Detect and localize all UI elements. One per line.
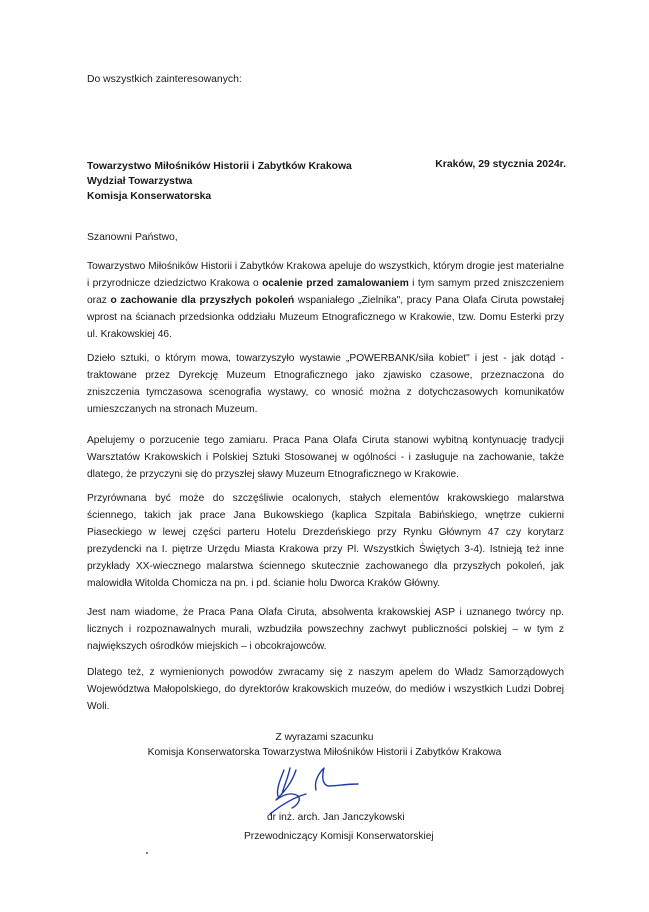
sender-commission: Komisja Konserwatorska	[87, 191, 212, 202]
addressee-line: Do wszystkich zainteresowanych:	[87, 74, 242, 85]
closing-organization: Komisja Konserwatorska Towarzystwa Miłośników Historii i Zabytków Krakowa	[147, 747, 502, 758]
handwritten-signature	[262, 760, 362, 820]
signer-title: Przewodniczący Komisji Konserwatorskiej	[244, 831, 434, 842]
paragraph-appeal	[87, 258, 564, 343]
paragraph-comparison	[87, 490, 564, 592]
signer-name: dr inż. arch. Jan Janczykowski	[267, 812, 405, 823]
sender-block	[87, 159, 352, 204]
salutation: Szanowni Państwo,	[87, 232, 178, 243]
paragraph-reception	[87, 604, 564, 655]
paragraph-text: Przyrównana być może do szczęśliwie ocalonych, stałych elementów krakowskiego malarstwa ściennego, takich jak prace Jana Bukowskiego (kaplica Szpitala Babińskiego, wnętrze cukierni Piaseckiego w lewej części parteru Hotelu Drezdeńskiego przy Rynku Głównym 47 czy korytarz prezydencki na I. piętrze Urzędu Miasta Krakowa przy Pl. Wszystkich Świętych 3-4). Istnieją też inne przykłady XX-wiecznego malarstwa ściennego skutecznie zachowanego dla przyszłych pokoleń, jak malowidła Witolda Chomicza na pn. i pd. ścianie holu Dworca Kraków Główny.	[87, 493, 564, 589]
closing-regards: Z wyrazami szacunku	[275, 732, 374, 743]
paper-speck	[146, 852, 148, 854]
paragraph-addressees	[87, 664, 564, 715]
paragraph-text: Towarzystwo Miłośników Historii i Zabytków Krakowa apeluje do wszystkich, którym drogie jest materialne i przyrodnicze dziedzictwo Krakowa o	[87, 261, 564, 289]
paragraph-request	[87, 432, 564, 483]
paragraph-text: wspaniałego „Zielnika", pracy Pana Olafa Ciruta powstałej wprost na ścianach przedsionka oddziału Muzeum Etnograficznego w Krakowie, tzw. Domu Esterki przy ul. Krakowskiej 46.	[87, 295, 564, 340]
paragraph-text: i tym samym przed zniszczeniem oraz	[87, 278, 564, 306]
place-date: Kraków, 29 stycznia 2024r.	[435, 159, 566, 170]
paragraph-text: Apelujemy o porzucenie tego zamiaru. Praca Pana Olafa Ciruta stanowi wybitną kontynuację tradycji Warsztatów Krakowskich i Polskiej Sztuki Stosowanej w ogólności - i zasługuje na zachowanie, także dlatego, że przyczyni się do przyszłej sławy Muzeum Etnograficznego w Krakowie.	[87, 435, 564, 480]
emphasized-text: o zachowanie dla przyszłych pokoleń	[110, 295, 295, 306]
paragraph-exhibition	[87, 350, 564, 418]
paragraph-text: Dlatego też, z wymienionych powodów zwracamy się z naszym apelem do Władz Samorządowych Województwa Małopolskiego, do dyrektorów krakowskich muzeów, do mediów i wszystkich Ludzi Dobrej Woli.	[87, 667, 564, 712]
paragraph-text: Dzieło sztuki, o którym mowa, towarzyszyło wystawie „POWERBANK/siła kobiet" i jest - jak dotąd - traktowane przez Dyrekcję Muzeum Etnograficznego jako zjawisko czasowe, przeznaczona do zniszczenia tymczasowa scenografia wystawy, co wnosić można z dotychczasowych komunikatów umieszczanych na stronach Muzeum.	[87, 353, 564, 415]
emphasized-text: ocalenie przed zamalowaniem	[262, 278, 409, 289]
paragraph-text: Jest nam wiadome, że Praca Pana Olafa Ciruta, absolwenta krakowskiej ASP i uznanego twórcy np. licznych i rozpoznawalnych murali, wzbudziła powszechny zachwyt publiczności polskiej – w tym z największych ośrodków miejskich – i obcokrajowców.	[87, 607, 564, 652]
sender-department: Wydział Towarzystwa	[87, 176, 193, 187]
sender-organization: Towarzystwo Miłośników Historii i Zabytków Krakowa	[87, 161, 352, 172]
